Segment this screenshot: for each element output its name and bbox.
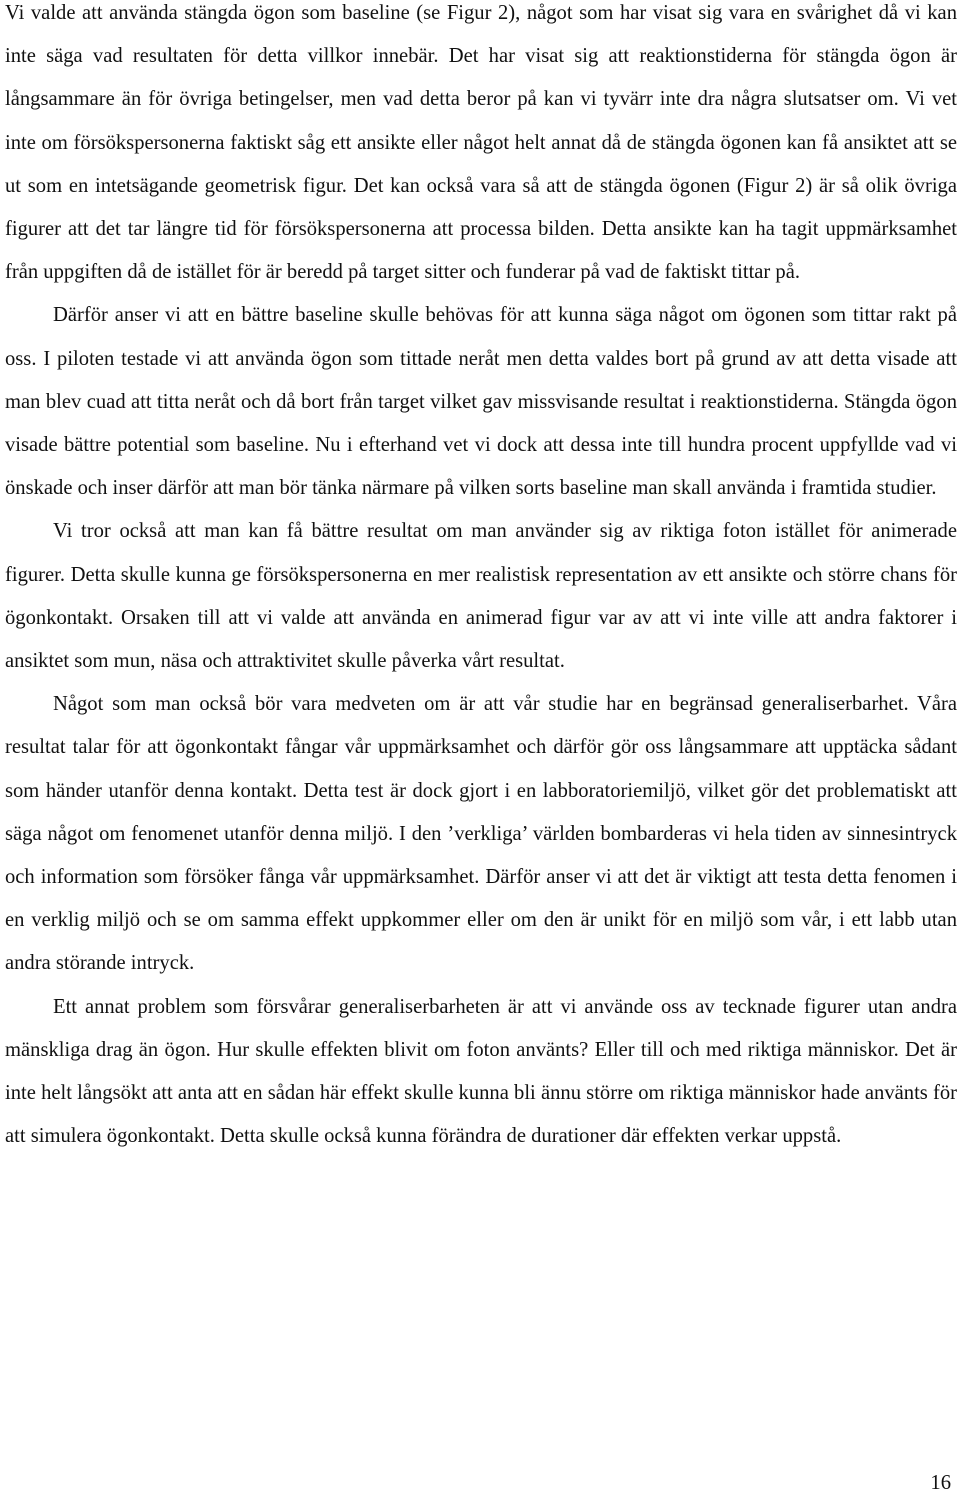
paragraph: Något som man också bör vara medveten om är att vår studie har en begränsad generaliserbarhet. Våra resultat talar för att ögonkontakt fångar vår uppmärksamhet och därför gör oss långsammare att upptäcka sådant som händer utanför denna kontakt. Detta test är dock gjort i en labboratoriemiljö, vilket gör det problematiskt att säga något om fenomenet utanför denna miljö. I den ’verkliga’ världen bombarderas vi hela tiden av sinnesintryck och information som försöker fånga vår uppmärksamhet. Därför anser vi att det är viktigt att testa detta fenomen i en verklig miljö och se om samma effekt uppkommer eller om den är unikt för en miljö som vår, i ett labb utan andra störande intryck. [5, 693, 957, 975]
document-body [5, 0, 957, 1158]
page-number: 16 [930, 1472, 951, 1494]
paragraph: Vi valde att använda stängda ögon som baseline (se Figur 2), något som har visat sig vara en svårighet då vi kan inte säga vad resultaten för detta villkor innebär. Det har visat sig att reaktionstiderna för stängda ögon är långsammare än för övriga betingelser, men vad detta beror på kan vi tyvärr inte dra några slutsatser om. Vi vet inte om försökspersonerna faktiskt såg ett ansikte eller något helt annat då de stängda ögonen kan få ansiktet att se ut som en intetsägande geometrisk figur. Det kan också vara så att de stängda ögonen (Figur 2) är så olik övriga figurer att det tar längre tid för försökspersonerna att processa bilden. Detta ansikte kan ha tagit uppmärksamhet från uppgiften då de istället för är beredd på target sitter och funderar på vad de faktiskt tittar på. [5, 2, 957, 284]
paragraph: Därför anser vi att en bättre baseline skulle behövas för att kunna säga något om ögonen som tittar rakt på oss. I piloten testade vi att använda ögon som tittade neråt men detta valdes bort på grund av att detta visade att man blev cuad att titta neråt och då bort från target vilket gav missvisande resultat i reaktionstiderna. Stängda ögon visade bättre potential som baseline. Nu i efterhand vet vi dock att dessa inte till hundra procent uppfyllde vad vi önskade och inser därför att man bör tänka närmare på vilken sorts baseline man skall använda i framtida studier. [5, 304, 957, 500]
paragraph: Vi tror också att man kan få bättre resultat om man använder sig av riktiga foton istället för animerade figurer. Detta skulle kunna ge försökspersonerna en mer realistisk representation av ett ansikte och större chans för ögonkontakt. Orsaken till att vi valde att använda en animerad figur var av att vi inte ville att andra faktorer i ansiktet som mun, näsa och attraktivitet skulle påverka vårt resultat. [5, 520, 957, 673]
paragraph: Ett annat problem som försvårar generaliserbarheten är att vi använde oss av tecknade figurer utan andra mänskliga drag än ögon. Hur skulle effekten blivit om foton använts? Eller till och med riktiga människor. Det är inte helt långsökt att anta att en sådan här effekt skulle kunna bli ännu större om riktiga människor hade använts för att simulera ögonkontakt. Detta skulle också kunna förändra de durationer där effekten verkar uppstå. [5, 995, 957, 1148]
